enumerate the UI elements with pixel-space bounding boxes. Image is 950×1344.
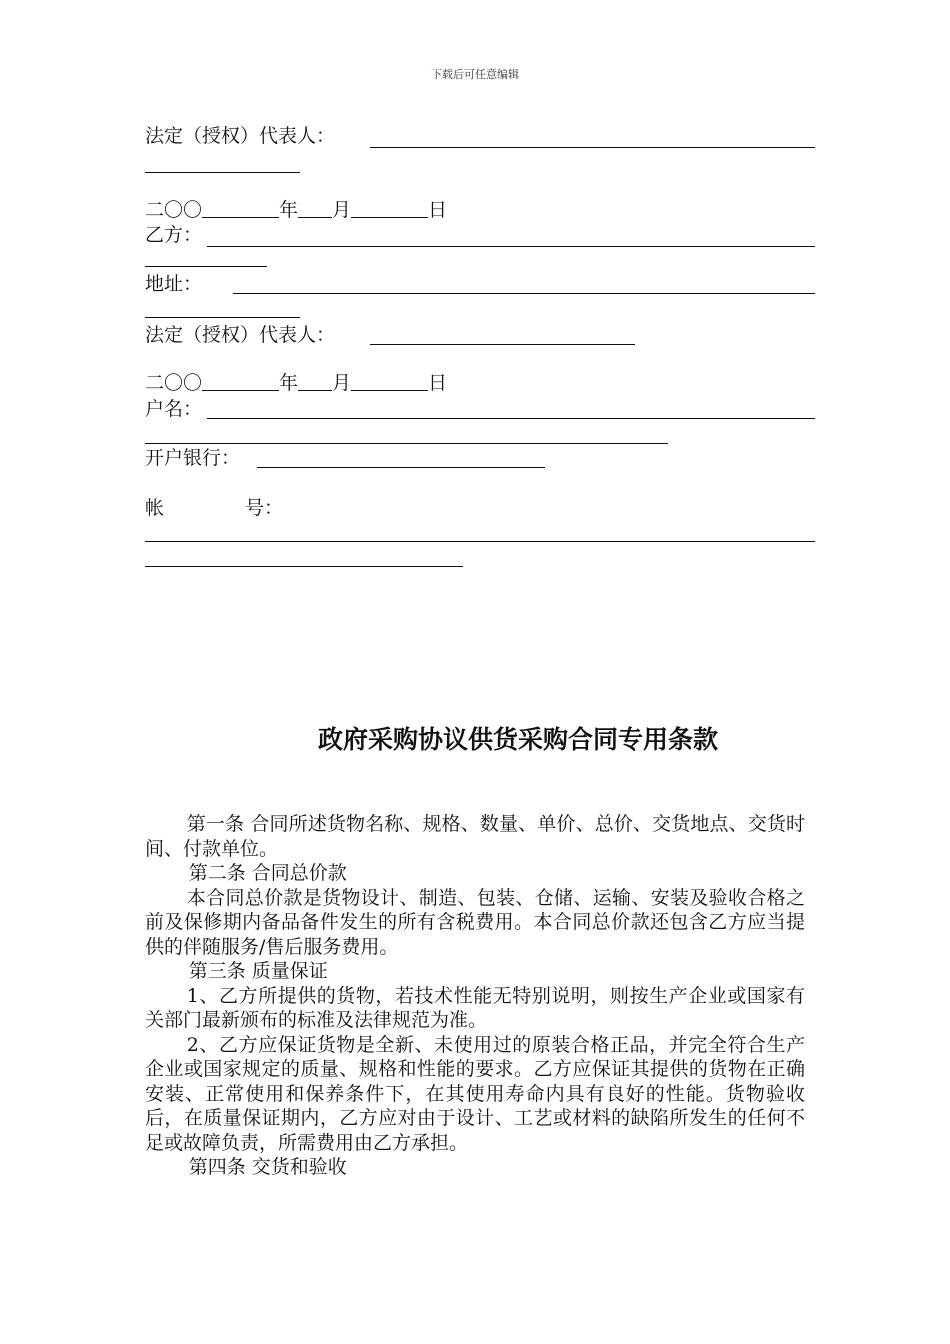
account-no-label-2: 号： xyxy=(245,497,284,519)
date-row-2 xyxy=(145,371,447,395)
date-row-1 xyxy=(145,198,447,222)
party-b-label: 乙方： xyxy=(145,224,203,246)
address-blank-cont xyxy=(145,317,300,318)
rep-label-1: 法定（授权）代表人： xyxy=(145,125,336,147)
month-blank xyxy=(298,199,332,218)
account-no-label-1: 帐 xyxy=(145,497,165,519)
day-label: 日 xyxy=(428,372,448,394)
address-label: 地址： xyxy=(145,273,203,295)
clause-3-item-1: 1、乙方所提供的货物，若技术性能无特别说明，则按生产企业或国家有关部门最新颁布的标准及法律规范为准。 xyxy=(145,984,805,1031)
clause-3-heading: 第三条 质量保证 xyxy=(188,960,328,982)
clause-2-text: 本合同总价款是货物设计、制造、包装、仓储、运输、安装及验收合格之前及保修期内备品备件发生的所有含税费用。本合同总价款还包含乙方应当提供的伴随服务/售后服务费用。 xyxy=(145,886,805,958)
month-blank xyxy=(298,372,332,391)
rep-1-blank-cont xyxy=(145,172,300,173)
bank-blank xyxy=(257,467,545,468)
document-title: 政府采购协议供货采购合同专用条款 xyxy=(317,725,718,754)
party-b-blank-cont xyxy=(145,266,267,267)
bank-label: 开户银行： xyxy=(145,447,241,469)
date-prefix: 二〇〇 xyxy=(145,199,203,221)
month-label: 月 xyxy=(332,199,352,221)
party-b-blank xyxy=(207,246,815,247)
account-name-blank-cont xyxy=(145,443,668,444)
account-name-label: 户名： xyxy=(145,398,203,420)
account-no-blank-cont xyxy=(145,566,463,567)
account-name-blank xyxy=(207,418,815,419)
day-blank xyxy=(351,199,428,218)
year-blank xyxy=(202,199,279,218)
year-label: 年 xyxy=(279,372,299,394)
rep-2-blank xyxy=(370,344,635,345)
special-terms xyxy=(145,812,805,1180)
year-label: 年 xyxy=(279,199,299,221)
address-blank xyxy=(233,293,815,294)
clause-4-heading: 第四条 交货和验收 xyxy=(188,1156,347,1178)
clause-2-heading: 第二条 合同总价款 xyxy=(188,862,347,884)
day-blank xyxy=(351,372,428,391)
rep-1-blank xyxy=(370,147,815,148)
rep-label-2: 法定（授权）代表人： xyxy=(145,324,336,346)
day-label: 日 xyxy=(428,199,448,221)
clause-1: 第一条 合同所述货物名称、规格、数量、单价、总价、交货地点、交货时间、付款单位。 xyxy=(145,813,805,860)
page-header-watermark: 下载后可任意编辑 xyxy=(431,68,519,81)
date-prefix: 二〇〇 xyxy=(145,372,203,394)
year-blank xyxy=(202,372,279,391)
month-label: 月 xyxy=(332,372,352,394)
account-no-blank xyxy=(145,541,815,542)
clause-3-item-2: 2、乙方应保证货物是全新、未使用过的原装合格正品，并完全符合生产企业或国家规定的质量、规格和性能的要求。乙方应保证其提供的货物在正确安装、正常使用和保养条件下，在其使用寿命内具有良好的性能。货物验收后，在质量保证期内，乙方应对由于设计、工艺或材料的缺陷所发生的任何不足或故障负责，所需费用由乙方承担。 xyxy=(145,1033,805,1154)
